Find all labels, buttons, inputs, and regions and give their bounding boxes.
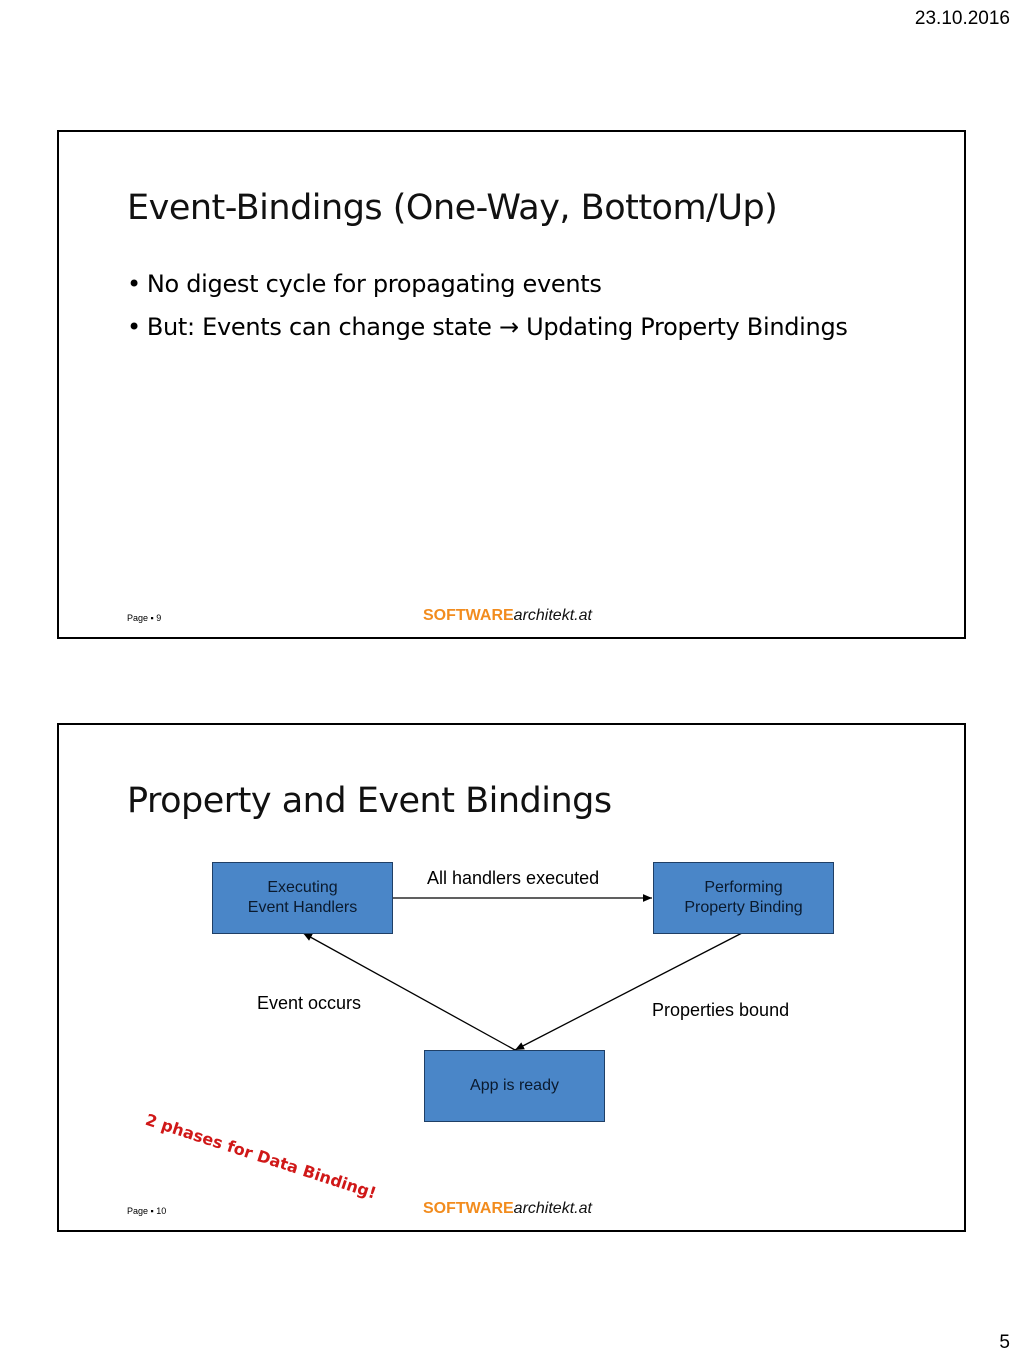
- bullet-list: [127, 270, 848, 356]
- brand-logo: [423, 607, 592, 625]
- slide-9: [57, 130, 966, 639]
- label-properties-bound: Properties bound: [652, 1000, 790, 1020]
- bullet-text: But: Events can change state → Updating Property Bindings: [146, 313, 848, 341]
- slide-10: [57, 723, 966, 1232]
- bullet-item: [127, 270, 848, 313]
- box-performing-property-binding: Performing Property Binding: [653, 862, 834, 934]
- brand-logo: [423, 1200, 592, 1218]
- document-date: 23.10.2016: [914, 8, 1010, 29]
- slide-title: Event-Bindings (One-Way, Bottom/Up): [127, 188, 778, 228]
- annotation-two-phases: 2 phases for Data Binding!: [143, 1110, 379, 1203]
- box-app-is-ready: App is ready: [424, 1050, 605, 1122]
- brand-architekt: architekt.at: [513, 607, 592, 624]
- document-page-number: 5: [999, 1332, 1010, 1353]
- slide-page-label: Page ▪ 9: [127, 613, 162, 623]
- brand-architekt: architekt.at: [513, 1200, 592, 1217]
- slide-page-label: Page ▪ 10: [127, 1206, 167, 1216]
- arrow-app-to-handlers: [303, 933, 515, 1050]
- bullet-icon: •: [127, 270, 141, 298]
- diagram-arrows: [59, 725, 964, 1230]
- label-event-occurs: Event occurs: [257, 993, 362, 1013]
- label-all-handlers-executed: All handlers executed: [427, 868, 600, 888]
- box-executing-event-handlers: Executing Event Handlers: [212, 862, 393, 934]
- bullet-text: No digest cycle for propagating events: [146, 270, 602, 298]
- slide-title: Property and Event Bindings: [127, 781, 612, 821]
- arrow-binding-to-app: [515, 933, 742, 1050]
- bullet-item: [127, 313, 848, 356]
- bullet-icon: •: [127, 313, 141, 341]
- brand-software: SOFTWARE: [423, 607, 514, 624]
- brand-software: SOFTWARE: [423, 1200, 514, 1217]
